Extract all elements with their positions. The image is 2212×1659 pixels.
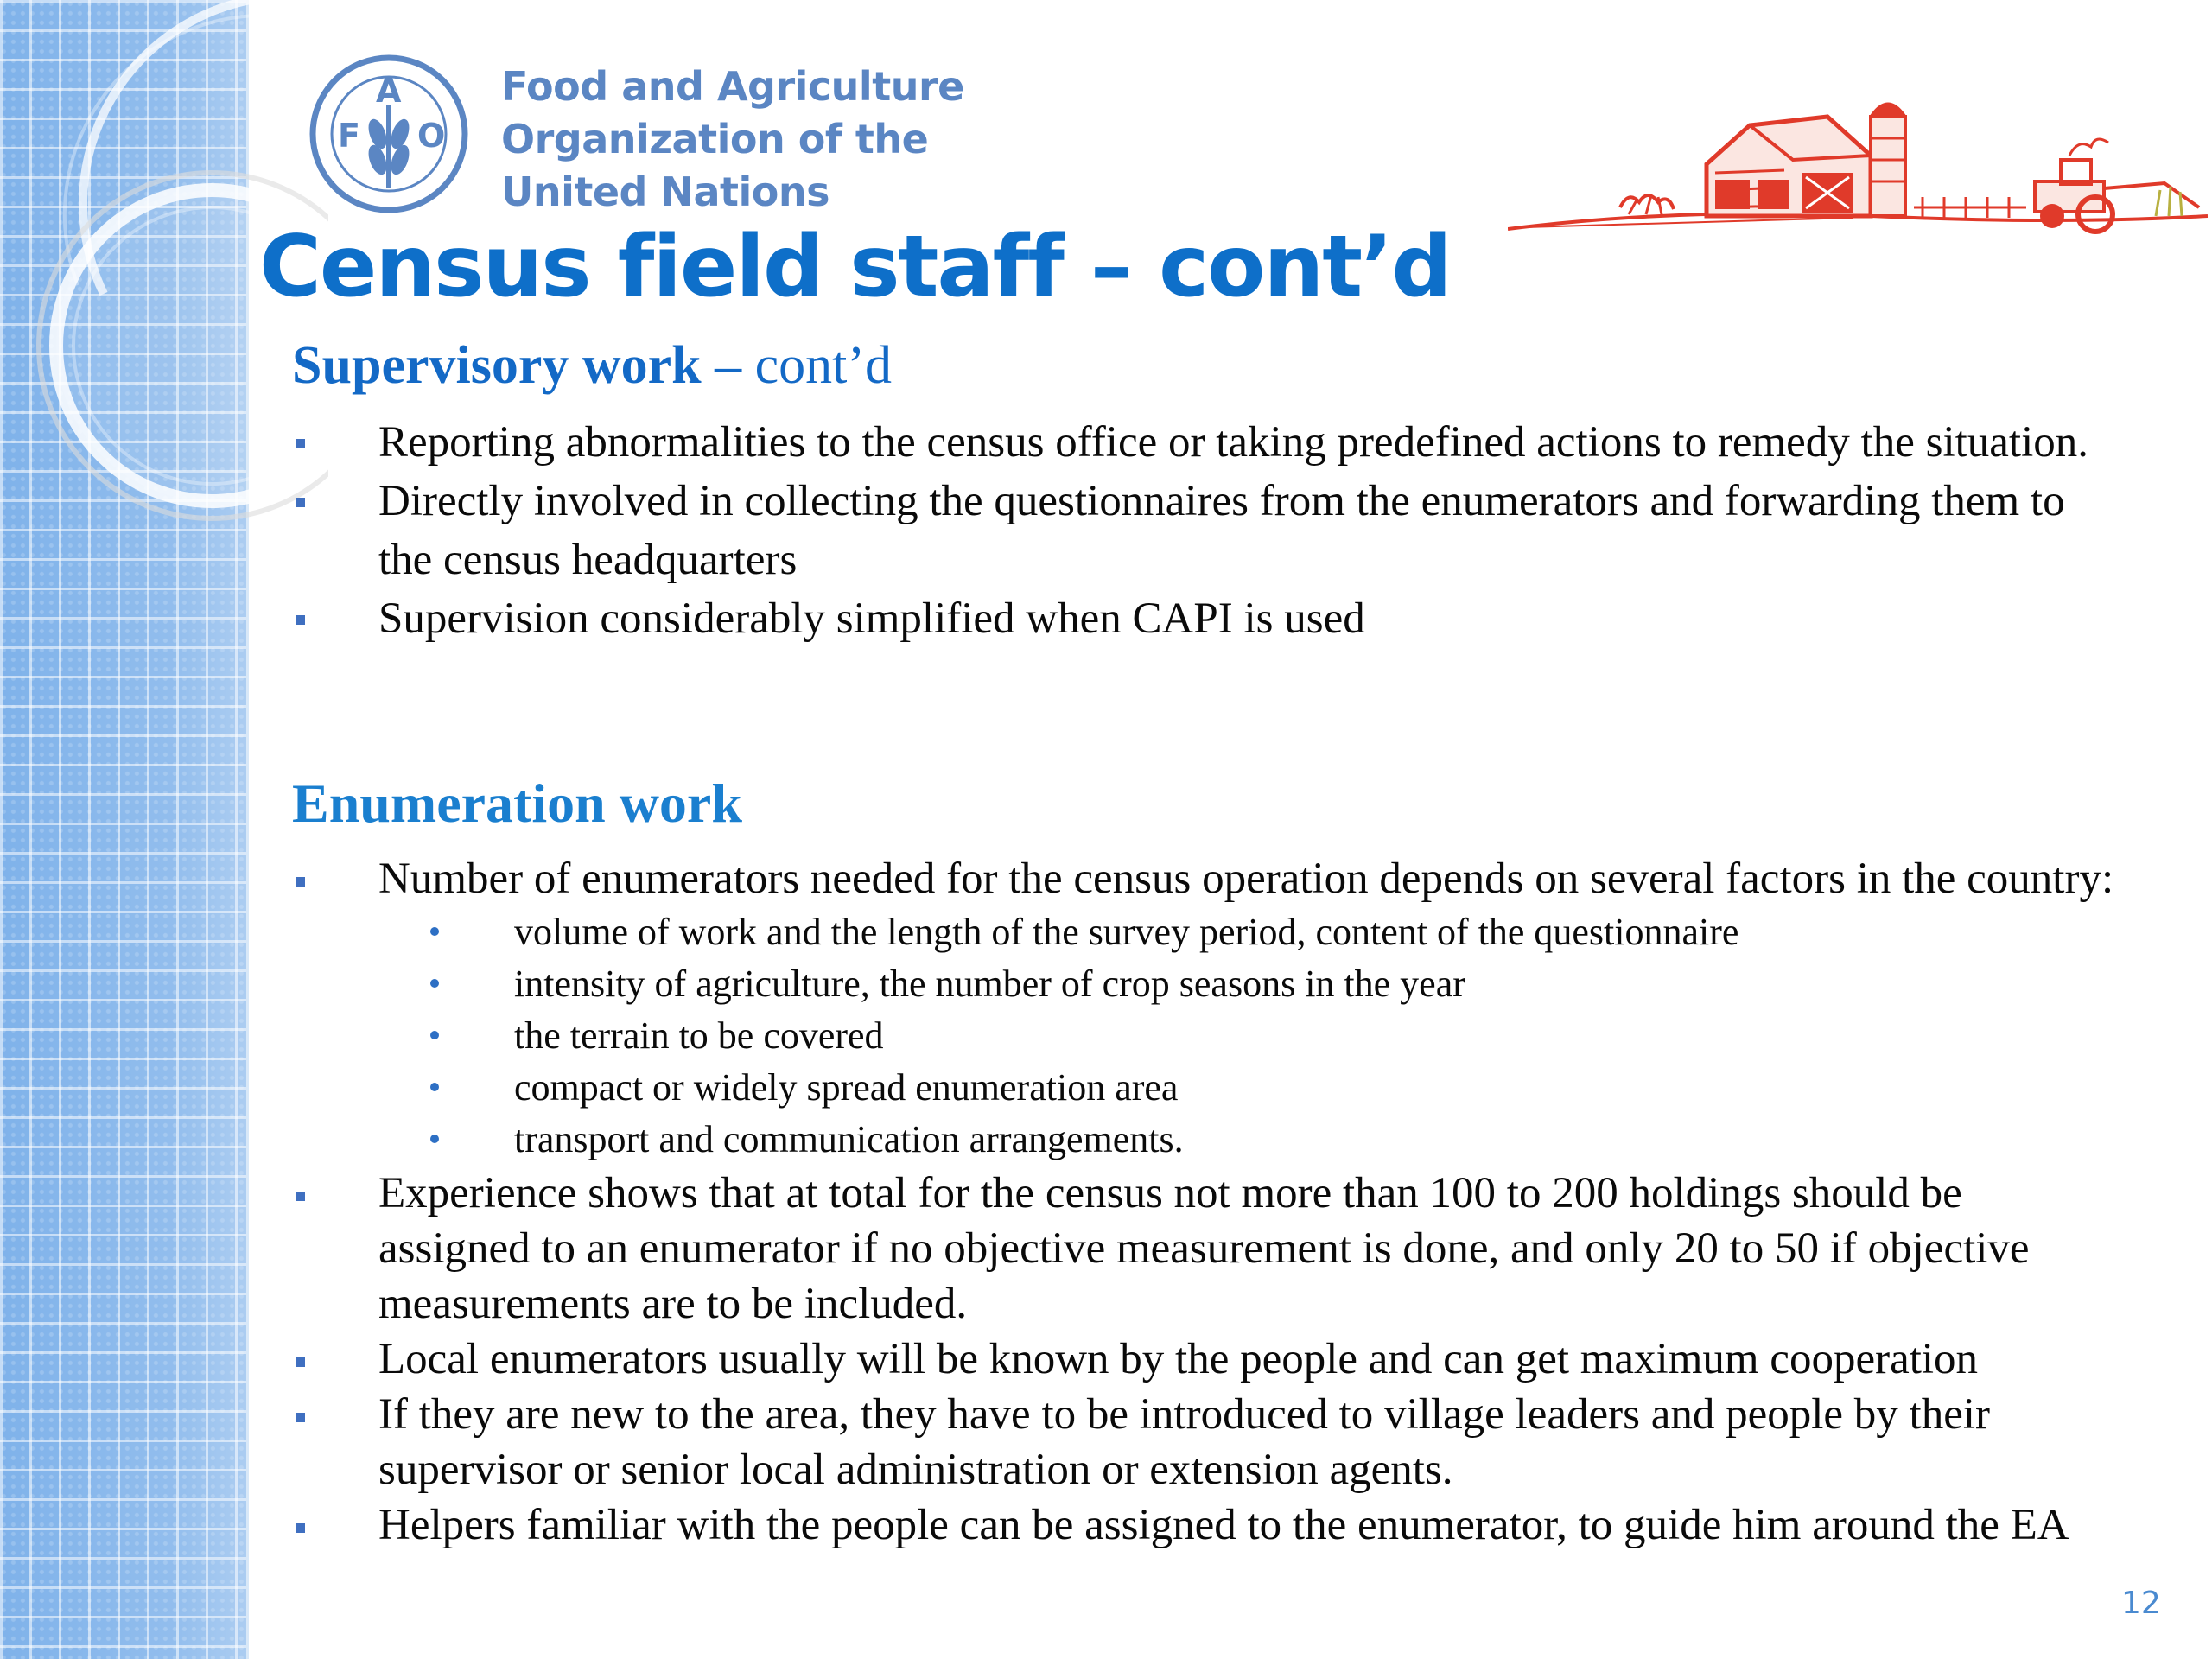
list-item [292, 472, 2115, 589]
round-bullet-icon [430, 1135, 439, 1143]
sub-bullet-text: volume of work and the length of the survey period, content of the questionnaire [514, 911, 1739, 953]
enumeration-list [292, 851, 2115, 1553]
bullet-text: Experience shows that at total for the census not more than 100 to 200 holdings should be assigned to an enumerator if no objective measurement is done, and only 20 to 50 if objective measurements are to be included. [378, 1169, 2030, 1328]
round-bullet-icon [430, 979, 439, 988]
sub-list-item [292, 1114, 2115, 1166]
square-bullet-icon [296, 615, 305, 625]
sub-bullet-text: intensity of agriculture, the number of crop seasons in the year [514, 963, 1465, 1005]
square-bullet-icon [296, 439, 305, 448]
bullet-text: Number of enumerators needed for the census operation depends on several factors in the country: [378, 855, 2114, 903]
round-bullet-icon [430, 1031, 439, 1039]
list-item [292, 1332, 2115, 1387]
fao-logo-letter-a: A [376, 72, 402, 110]
bullet-text: If they are new to the area, they have to be introduced to village leaders and people by their supervisor or senior local administration or extension agents. [378, 1390, 1990, 1494]
sub-list-item [292, 958, 2115, 1010]
sub-list-item [292, 1010, 2115, 1062]
fao-name-line-3: United Nations [501, 168, 830, 215]
square-bullet-icon [296, 1192, 305, 1201]
square-bullet-icon [296, 498, 305, 507]
square-bullet-icon [296, 877, 305, 887]
fao-emblem-icon [307, 52, 471, 216]
bullet-text: Directly involved in collecting the questionnaires from the enumerators and forwarding them to the census headquarters [378, 477, 2065, 584]
sub-bullet-text: compact or widely spread enumeration area [514, 1066, 1179, 1109]
square-bullet-icon [296, 1357, 305, 1367]
sub-list-item [292, 1062, 2115, 1114]
bullet-text: Supervision considerably simplified when CAPI is used [378, 594, 1365, 643]
fao-logo-letter-f: F [338, 117, 360, 155]
enumeration-heading: Enumeration work [292, 772, 742, 834]
fao-name-line-2: Organization of the [501, 116, 929, 162]
sub-bullet-text: the terrain to be covered [514, 1014, 884, 1057]
list-item [292, 851, 2115, 906]
bullet-text: Helpers familiar with the people can be assigned to the enumerator, to guide him around the EA [378, 1501, 2069, 1549]
list-item [292, 1387, 2115, 1497]
fao-org-name [501, 60, 964, 219]
list-item [292, 413, 2115, 472]
list-item [292, 1166, 2115, 1332]
list-item [292, 589, 2115, 648]
fao-logo-letter-o: O [417, 117, 446, 155]
square-bullet-icon [296, 1413, 305, 1422]
list-item [292, 1497, 2115, 1553]
slide-title: Census field staff – cont’d [259, 218, 1451, 316]
supervisory-list [292, 413, 2115, 648]
fao-name-line-1: Food and Agriculture [501, 63, 964, 110]
bullet-text: Local enumerators usually will be known by the people and can get maximum cooperation [378, 1335, 1979, 1383]
round-bullet-icon [430, 927, 439, 936]
round-bullet-icon [430, 1083, 439, 1091]
sub-list-item [292, 906, 2115, 958]
bullet-text: Reporting abnormalities to the census office or taking predefined actions to remedy the situation. [378, 418, 2089, 467]
farm-illustration-icon [1508, 86, 2208, 242]
supervisory-heading [292, 335, 892, 397]
supervisory-heading-suffix: – cont’d [701, 336, 893, 395]
sub-bullet-text: transport and communication arrangements. [514, 1118, 1184, 1160]
square-bullet-icon [296, 1523, 305, 1533]
page-number: 12 [2121, 1586, 2161, 1621]
supervisory-heading-main: Supervisory work [292, 336, 702, 395]
